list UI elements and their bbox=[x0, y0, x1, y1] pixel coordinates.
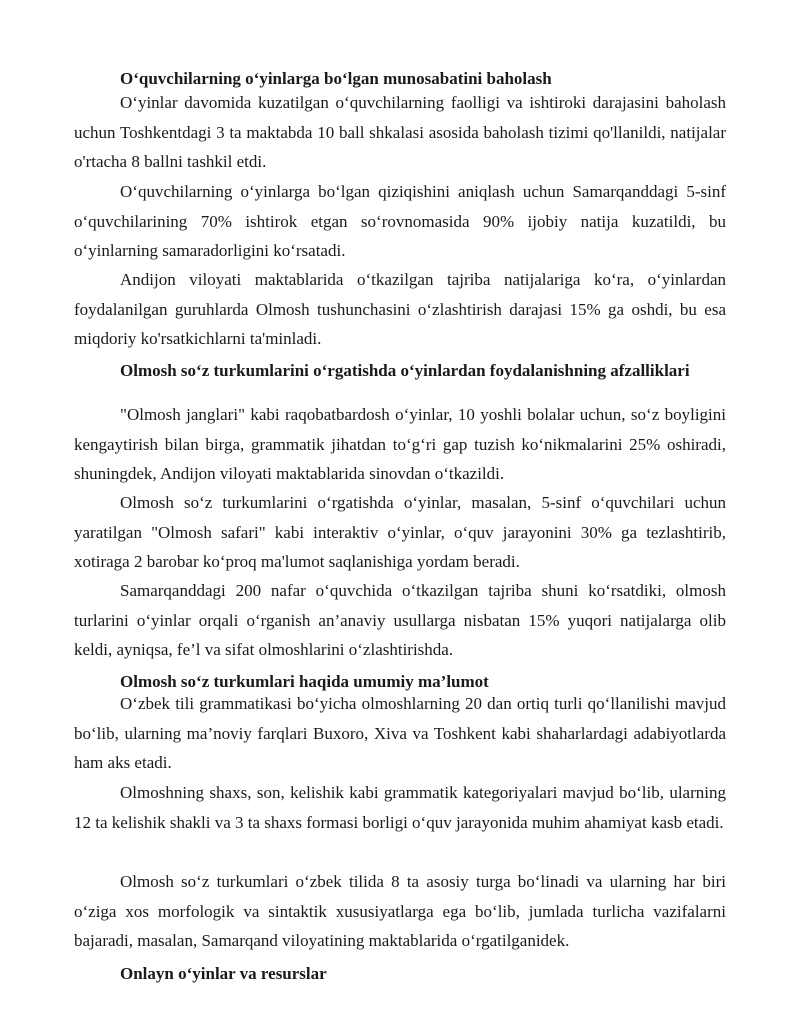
paragraph: Olmosh so‘z turkumlari o‘zbek tilida 8 ta asosiy turga bo‘linadi va ularning har biri o‘ziga xos morfologik va sintaktik xususiyatlarga ega bo‘lib, jumlada turlicha vazifalarni bajaradi, masalan, Samarqand viloyatining maktablarida o‘rgatilganidek. bbox=[74, 872, 726, 950]
section-heading: O‘quvchilarning o‘yinlarga bo‘lgan munosabatini baholash bbox=[120, 69, 552, 88]
section-heading: Olmosh so‘z turkumlari haqida umumiy ma’lumot bbox=[120, 672, 489, 691]
section-heading: Onlayn o‘yinlar va resurslar bbox=[120, 964, 327, 983]
paragraph: O‘quvchilarning o‘yinlarga bo‘lgan qiziqishini aniqlash uchun Samarqanddagi 5-sinf o‘quvchilarining 70% ishtirok etgan so‘rovnomasida 90% ijobiy natija kuzatildi, bu o‘yinlarning samaradorligini ko‘rsatadi. bbox=[74, 182, 726, 260]
paragraph: "Olmosh janglari" kabi raqobatbardosh o‘yinlar, 10 yoshli bolalar uchun, so‘z boyligini kengaytirish bilan birga, grammatik jihatdan to‘g‘ri gap tuzish ko‘nikmalarini 25% oshiradi, shuningdek, Andijon viloyati maktablarida sinovdan o‘tkazildi. bbox=[74, 405, 726, 483]
paragraph: Olmoshning shaxs, son, kelishik kabi grammatik kategoriyalari mavjud bo‘lib, ularning 12 ta kelishik shakli va 3 ta shaxs formasi borligi o‘quv jarayonida muhim ahamiyat kasb etadi. bbox=[74, 783, 726, 832]
paragraph: O‘zbek tili grammatikasi bo‘yicha olmoshlarning 20 dan ortiq turli qo‘llanilishi mavjud bo‘lib, ularning ma’noviy farqlari Buxoro, Xiva va Toshkent kabi shaharlardagi adabiyotlarda ham aks etadi. bbox=[74, 694, 726, 772]
section-heading: Olmosh so‘z turkumlarini o‘rgatishda o‘yinlardan foydalanishning afzalliklari bbox=[120, 361, 690, 380]
paragraph: Samarqanddagi 200 nafar o‘quvchida o‘tkazilgan tajriba shuni ko‘rsatdiki, olmosh turlarini o‘yinlar orqali o‘rganish an’anaviy usullarga nisbatan 15% yuqori natijalarga olib keldi, ayniqsa, fe’l va sifat olmoshlarini o‘zlashtirishda. bbox=[74, 581, 726, 659]
paragraph: Andijon viloyati maktablarida o‘tkazilgan tajriba natijalariga ko‘ra, o‘yinlardan foydalanilgan guruhlarda Olmosh tushunchasini o‘zlashtirish darajasi 15% ga oshdi, bu esa miqdoriy ko'rsatkichlarni ta'minladi. bbox=[74, 270, 726, 348]
paragraph: Olmosh so‘z turkumlarini o‘rgatishda o‘yinlar, masalan, 5-sinf o‘quvchilari uchun yaratilgan "Olmosh safari" kabi interaktiv o‘yinlar, o‘quv jarayonini 30% ga tezlashtirib, xotiraga 2 barobar ko‘proq ma'lumot saqlanishiga yordam beradi. bbox=[74, 493, 726, 571]
paragraph: O‘yinlar davomida kuzatilgan o‘quvchilarning faolligi va ishtiroki darajasini baholash uchun Toshkentdagi 3 ta maktabda 10 ball shkalasi asosida baholash tizimi qo'llanildi, natijalar o'rtacha 8 ballni tashkil etdi. bbox=[74, 93, 726, 171]
